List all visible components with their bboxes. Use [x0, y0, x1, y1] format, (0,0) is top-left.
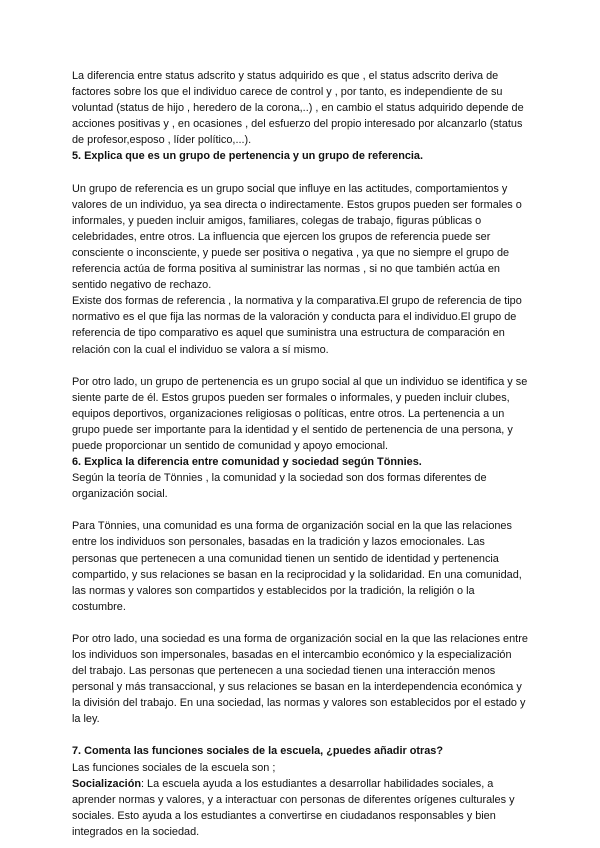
question-5-heading: 5. Explica que es un grupo de pertenencia y un grupo de referencia.	[72, 150, 424, 163]
paragraph-reference-group: Un grupo de referencia es un grupo social que influye en las actitudes, comportamientos y valores de un individuo, ya sea directa o indirectamente. Estos grupos pueden ser formales o informales, y pueden incluir amigos, familiares, colegas de trabajo, figuras públicas o celebridades, entre otros. La influencia que ejercen los grupos de referencia puede ser consciente o inconsciente, y puede ser positiva o negativa , ya que no siempre el grupo de referencia actúa de forma positiva al suministrar las normas , si no que también actúa en sentido negativo de rechazo.	[72, 182, 522, 292]
document-page	[72, 68, 528, 840]
question-7-heading: 7. Comenta las funciones sociales de la escuela, ¿puedes añadir otras?	[72, 745, 444, 758]
paragraph-society: Por otro lado, una sociedad es una forma de organización social en la que las relaciones entre los individuos son impersonales, basadas en el intercambio económico y la especialización del trabajo. Las personas que pertenecen a una sociedad tienen una interacción menos personal y más transaccional, y sus relaciones se basan en la interdependencia económica y la división del trabajo. En una sociedad, las normas y valores son establecidos por el estado y la ley.	[72, 632, 528, 726]
question-6-heading: 6. Explica la diferencia entre comunidad y sociedad según Tönnies.	[72, 456, 422, 469]
paragraph-tonnies-intro: Según la teoría de Tönnies , la comunidad y la sociedad son dos formas diferentes de organización social.	[72, 472, 487, 501]
paragraph-community: Para Tönnies, una comunidad es una forma de organización social en la que las relaciones entre los individuos son personales, basadas en la tradición y lazos emocionales. Las personas que pertenecen a una comunidad tienen un sentido de identidad y pertenencia compartido, y sus relaciones se basan en la reciprocidad y la solidaridad. En una comunidad, las normas y valores son compartidos y establecidos por la tradición, la religión o la costumbre.	[72, 520, 522, 613]
paragraph-status: La diferencia entre status adscrito y status adquirido es que , el status adscrito deriva de factores sobre los que el individuo carece de control y , por tanto, es independiente de su voluntad (status de hijo , heredero de la corona,..) , en cambio el status adquirido depende de acciones positivas y , en ocasiones , del esfuerzo del propio interesado por alcanzarlo (status de profesor,esposo , líder político,...).	[72, 70, 524, 147]
paragraph-reference-forms: Existe dos formas de referencia , la normativa y la comparativa.El grupo de referencia de tipo normativo es el que fija las normas de la valoración y conducta para el individuo.El grupo de referencia de tipo comparativo es aquel que suministra una estructura de comparación en relación con la cual el individuo se valora a sí mismo.	[72, 295, 522, 356]
paragraph-socialization	[72, 776, 528, 840]
socialization-label: Socialización	[72, 777, 141, 790]
paragraph-school-functions-intro: Las funciones sociales de la escuela son ;	[72, 761, 276, 774]
socialization-text: : La escuela ayuda a los estudiantes a desarrollar habilidades sociales, a aprender normas y valores, y a interactuar con personas de diferentes orígenes culturales y sociales. Esto ayuda a los estudiantes a convertirse en ciudadanos responsables y bien integrados en la sociedad.	[72, 777, 515, 838]
paragraph-belonging-group: Por otro lado, un grupo de pertenencia es un grupo social al que un individuo se identifica y se siente parte de él. Estos grupos pueden ser formales o informales, y pueden incluir clubes, equipos deportivos, organizaciones religiosas o políticas, entre otros. La pertenencia a un grupo puede ser importante para la identidad y el sentido de pertenencia de una persona, y puede proporcionar un sentido de comunidad y apoyo emocional.	[72, 375, 528, 452]
